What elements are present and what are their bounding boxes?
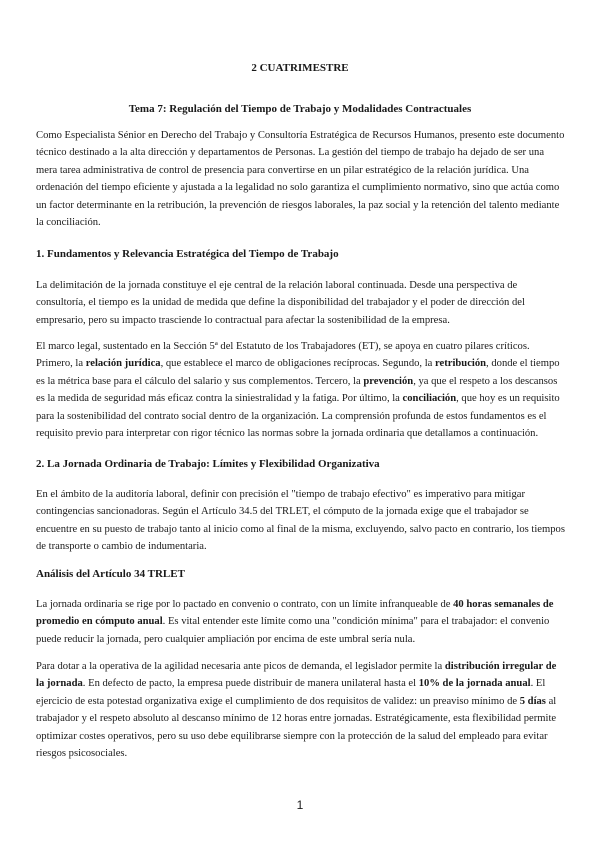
section-2-body-2	[36, 596, 566, 648]
topic-title: Tema 7: Regulación del Tiempo de Trabajo y Modalidades Contractuales	[128, 103, 472, 115]
term-prevencion: prevención	[363, 375, 414, 387]
term-conciliacion: conciliación	[402, 393, 457, 405]
term-40-horas: 40 horas semanales de promedio en cómputo anual	[36, 599, 554, 628]
section-2-paragraph-2: La jornada ordinaria se rige por lo pactado en convenio o contrato, con un límite infranqueable de 40 horas semanales de promedio en cómputo anual. Es vital entender este límite como una "condición mínima" para el trabajador: el convenio puede reducir la jornada, pero cualquier ampliación por encima de este umbral sería nula.	[36, 599, 554, 645]
section-2-subheading: Análisis del Artículo 34 TRLET	[36, 568, 185, 580]
term-5-dias: 5 días	[519, 695, 546, 707]
section-1-paragraph-1: La delimitación de la jornada constituye el eje central de la relación laboral continuada. Desde una perspectiva de consultoría, el tiempo es la unidad de medida que define la disponibilidad del trabajador y el poder de dirección del empresario, pero su impacto trasciende lo contractual para afectar la sostenibilidad de la empresa.	[36, 280, 525, 326]
intro-section	[36, 127, 566, 231]
section-2-paragraph-3: Para dotar a la operativa de la agilidad necesaria ante picos de demanda, el legislador permite la distribución irregular de la jornada. En defecto de pacto, la empresa puede distribuir de manera unilateral hasta el 10% de la jornada anual. El ejercicio de esta potestad organizativa exige el cumplimiento de dos requisitos de validez: un preaviso mínimo de 5 días al trabajador y el respeto absoluto al descanso mínimo de 12 horas entre jornadas. Estratégicamente, esta flexibilidad permite optimizar costes operativos, pero su uso debe equilibrarse siempre con la protección de la salud del empleado para evitar riesgos psicosociales.	[36, 661, 557, 760]
section-1-body	[36, 277, 566, 329]
term-retribucion: retribución	[435, 358, 487, 370]
page-number: 1	[296, 798, 304, 812]
term-relacion-juridica: relación jurídica	[85, 358, 161, 370]
intro-paragraph: Como Especialista Sénior en Derecho del Trabajo y Consultoría Estratégica de Recursos Humanos, presento este documento técnico destinado a la alta dirección y departamentos de Personas. La gestión del tiempo de trabajo ha dejado de ser una mera tarea administrativa de control de presencia para convertirse en un pilar estratégico de la relación jurídica. Una ordenación del tiempo eficiente y ajustada a la legalidad no solo garantiza el cumplimiento normativo, sino que actúa como un factor determinante en la retribución, la prevención de riesgos laborales, la paz social y la retención del talento mediante la conciliación.	[36, 130, 565, 229]
section-1	[36, 246, 566, 263]
section-2	[36, 456, 566, 473]
term-distribucion-irregular: distribución irregular de la jornada	[36, 661, 557, 690]
section-2-subsection	[36, 566, 566, 583]
section-2-heading: 2. La Jornada Ordinaria de Trabajo: Límites y Flexibilidad Organizativa	[36, 458, 380, 470]
section-1-heading: 1. Fundamentos y Relevancia Estratégica del Tiempo de Trabajo	[36, 248, 339, 260]
section-1-paragraph-2: El marco legal, sustentado en la Sección 5ª del Estatuto de los Trabajadores (ET), se apoya en cuatro pilares críticos. Primero, la relación jurídica, que establece el marco de obligaciones recíprocas. Segundo, la retribución, donde el tiempo es la métrica base para el cálculo del salario y sus complementos. Tercero, la prevención, ya que el respeto a los descansos es la medida de seguridad más eficaz contra la siniestralidad y la fatiga. Por último, la conciliación, que hoy es un requisito para la sostenibilidad del contrato social dentro de la organización. La comprensión profunda de estos fundamentos es el requisito previo para interpretar con rigor técnico las normas sobre la jornada ordinaria que detallamos a continuación.	[36, 341, 560, 440]
section-2-body-3	[36, 658, 566, 762]
section-2-body	[36, 486, 566, 556]
document-header: 2 CUATRIMESTRE	[251, 62, 349, 74]
term-10-por-ciento: 10% de la jornada anual	[418, 678, 531, 690]
section-1-body-2	[36, 338, 566, 442]
section-2-paragraph-1: En el ámbito de la auditoría laboral, definir con precisión el "tiempo de trabajo efectivo" es imperativo para mitigar contingencias sancionadoras. Según el Artículo 34.5 del TRLET, el cómputo de la jornada exige que el trabajador se encuentre en su puesto de trabajo tanto al inicio como al final de la misma, excluyendo, salvo pacto en contrario, los tiempos de transporte o cambio de indumentaria.	[36, 489, 565, 553]
